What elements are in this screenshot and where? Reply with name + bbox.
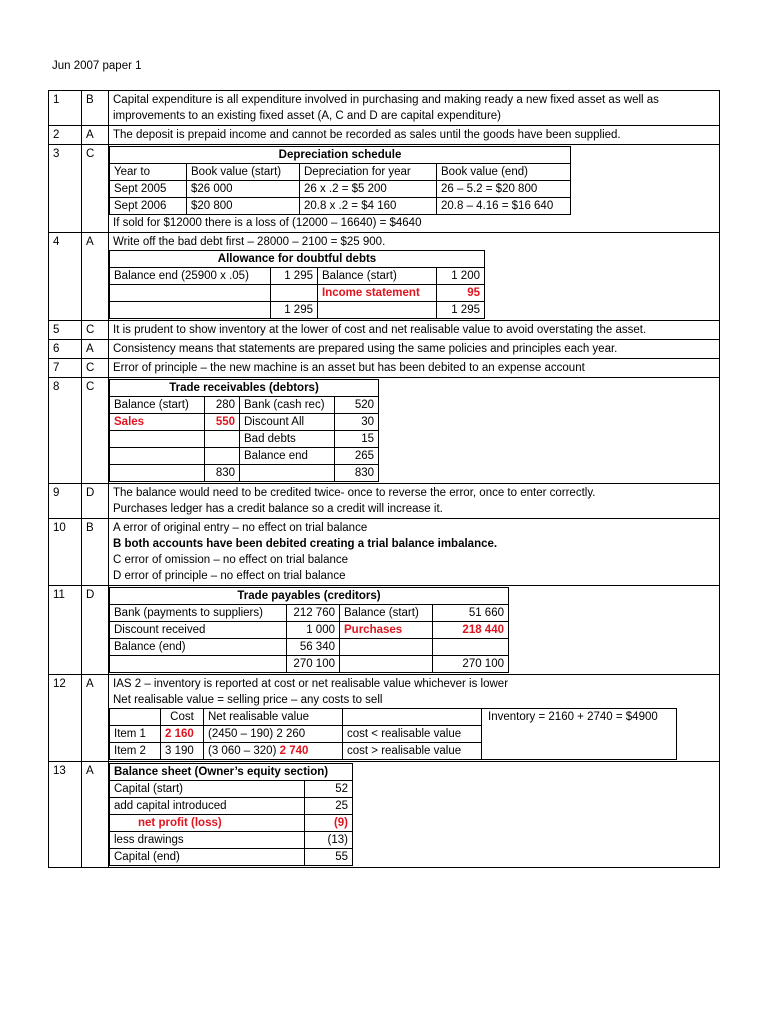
table-title: Trade payables (creditors) <box>110 588 509 605</box>
table-cell <box>204 743 343 760</box>
inventory-total: Inventory = 2160 + 2740 = $4900 <box>482 709 677 760</box>
table-cell: 218 440 <box>433 622 509 639</box>
table-title: Balance sheet (Owner’s equity section) <box>110 764 353 781</box>
explanation-line: Net realisable value = selling price – any costs to sell <box>113 694 383 706</box>
explanation: Write off the bad debt first – 28000 – 2100 = $25 900. <box>113 236 386 248</box>
table-cell: 212 760 <box>287 605 340 622</box>
question-number: 3 <box>49 145 82 233</box>
table-cell: cost > realisable value <box>343 743 482 760</box>
table-cell: Balance (end) <box>110 639 287 656</box>
question-number: 6 <box>49 340 82 359</box>
table-cell: Item 1 <box>110 726 161 743</box>
table-row <box>110 656 509 673</box>
trade-receivables-account <box>109 379 379 482</box>
table-row <box>110 849 353 866</box>
table-cell: (9) <box>305 815 353 832</box>
table-cell: 830 <box>205 465 240 482</box>
table-row <box>110 622 509 639</box>
table-row <box>110 605 509 622</box>
answer-letter: A <box>82 126 109 145</box>
table-header-row <box>110 164 571 181</box>
table-cell: Bad debts <box>240 431 335 448</box>
table-row <box>110 431 379 448</box>
table-cell: Item 2 <box>110 743 161 760</box>
question-number: 1 <box>49 91 82 126</box>
question-row-11 <box>49 586 720 675</box>
table-row <box>110 181 571 198</box>
table-cell: 520 <box>335 397 379 414</box>
table-cell: (13) <box>305 832 353 849</box>
question-row-5 <box>49 321 720 340</box>
option-line: A error of original entry – no effect on trial balance <box>113 522 368 534</box>
table-cell <box>271 285 318 302</box>
table-cell: Sales <box>110 414 205 431</box>
inventory-valuation-table <box>109 708 677 760</box>
question-row-4 <box>49 233 720 321</box>
table-cell: 26 x .2 = $5 200 <box>300 181 437 198</box>
question-number: 4 <box>49 233 82 321</box>
table-row <box>110 832 353 849</box>
table-cell: Discount All <box>240 414 335 431</box>
table-cell: less drawings <box>110 832 305 849</box>
table-row <box>110 414 379 431</box>
column-header <box>343 709 482 726</box>
question-row-6 <box>49 340 720 359</box>
table-cell <box>240 465 335 482</box>
column-header: Book value (end) <box>437 164 571 181</box>
table-cell: 52 <box>305 781 353 798</box>
allowance-doubtful-debts-account <box>109 250 485 319</box>
table-cell <box>340 656 433 673</box>
table-cell: 26 – 5.2 = $20 800 <box>437 181 571 198</box>
table-header-row <box>110 709 677 726</box>
table-cell: cost < realisable value <box>343 726 482 743</box>
column-header <box>110 709 161 726</box>
page-title: Jun 2007 paper 1 <box>52 60 142 72</box>
table-row <box>110 798 353 815</box>
table-cell: 270 100 <box>287 656 340 673</box>
answer-letter: C <box>82 359 109 378</box>
question-number: 7 <box>49 359 82 378</box>
table-row <box>110 448 379 465</box>
column-header: Net realisable value <box>204 709 343 726</box>
explanation: Consistency means that statements are prepared using the same policies and principles each year. <box>109 340 720 359</box>
table-cell: Balance end <box>240 448 335 465</box>
table-cell: 15 <box>335 431 379 448</box>
question-number: 9 <box>49 484 82 519</box>
answer-letter: A <box>82 675 109 762</box>
table-cell: 56 340 <box>287 639 340 656</box>
table-cell: add capital introduced <box>110 798 305 815</box>
table-cell: 1 000 <box>287 622 340 639</box>
question-number: 13 <box>49 762 82 868</box>
table-cell <box>340 639 433 656</box>
explanation: It is prudent to show inventory at the lower of cost and net realisable value to avoid overstating the asset. <box>109 321 720 340</box>
table-cell: 1 295 <box>271 302 318 319</box>
question-row-8 <box>49 378 720 484</box>
table-row <box>110 781 353 798</box>
table-cell: 30 <box>335 414 379 431</box>
option-line-correct: B both accounts have been debited creating a trial balance imbalance. <box>113 538 498 550</box>
question-number: 8 <box>49 378 82 484</box>
table-cell: (2450 – 190) 2 260 <box>204 726 343 743</box>
answer-letter: C <box>82 145 109 233</box>
answers-table <box>48 90 720 868</box>
answer-letter: A <box>82 762 109 868</box>
question-number: 5 <box>49 321 82 340</box>
table-cell: 55 <box>305 849 353 866</box>
explanation: The deposit is prepaid income and cannot be recorded as sales until the goods have been supplied. <box>109 126 720 145</box>
table-title: Allowance for doubtful debts <box>110 251 485 268</box>
explanation: Capital expenditure is all expenditure involved in purchasing and making ready a new fixed asset as well as improvements to an existing fixed asset (A, C and D are capital expenditure) <box>109 91 720 126</box>
table-cell: Discount received <box>110 622 287 639</box>
table-cell: 280 <box>205 397 240 414</box>
table-cell: Balance (start) <box>340 605 433 622</box>
question-row-1 <box>49 91 720 126</box>
table-cell: 270 100 <box>433 656 509 673</box>
explanation: Error of principle – the new machine is an asset but has been debited to an expense account <box>109 359 720 378</box>
table-title: Depreciation schedule <box>110 147 571 164</box>
column-header: Cost <box>161 709 204 726</box>
table-cell: 1 200 <box>437 268 485 285</box>
explanation-line: Purchases ledger has a credit balance so a credit will increase it. <box>113 503 443 515</box>
table-cell: 3 190 <box>161 743 204 760</box>
table-cell: Bank (cash rec) <box>240 397 335 414</box>
question-row-7 <box>49 359 720 378</box>
table-row <box>110 198 571 215</box>
table-cell: Balance (start) <box>110 397 205 414</box>
table-cell: 1 295 <box>271 268 318 285</box>
nrv-value: 2 740 <box>279 745 309 757</box>
question-number: 11 <box>49 586 82 675</box>
loss-note: If sold for $12000 there is a loss of (12000 – 16640) = $4640 <box>113 217 422 229</box>
table-row <box>110 465 379 482</box>
table-row <box>110 397 379 414</box>
table-cell: Balance end (25900 x .05) <box>110 268 271 285</box>
table-cell: 1 295 <box>437 302 485 319</box>
table-cell <box>110 285 271 302</box>
table-row <box>110 815 353 832</box>
table-cell: 830 <box>335 465 379 482</box>
option-line: C error of omission – no effect on trial balance <box>113 554 349 566</box>
table-cell: Sept 2005 <box>110 181 187 198</box>
question-number: 2 <box>49 126 82 145</box>
answer-letter: D <box>82 586 109 675</box>
table-cell <box>110 448 205 465</box>
table-cell: $26 000 <box>187 181 300 198</box>
question-number: 12 <box>49 675 82 762</box>
table-cell <box>110 302 271 319</box>
table-cell <box>318 302 437 319</box>
owners-equity-table <box>109 763 353 866</box>
answer-letter: C <box>82 378 109 484</box>
answer-letter: B <box>82 519 109 586</box>
option-line: D error of principle – no effect on trial balance <box>113 570 346 582</box>
table-cell: Sept 2006 <box>110 198 187 215</box>
table-cell <box>433 639 509 656</box>
table-cell: Balance (start) <box>318 268 437 285</box>
question-row-12 <box>49 675 720 762</box>
table-row <box>110 302 485 319</box>
answer-letter: D <box>82 484 109 519</box>
question-row-10 <box>49 519 720 586</box>
column-header: Year to <box>110 164 187 181</box>
trade-payables-account <box>109 587 509 673</box>
table-cell <box>205 448 240 465</box>
answer-letter: A <box>82 340 109 359</box>
table-cell: Bank (payments to suppliers) <box>110 605 287 622</box>
table-cell: 20.8 – 4.16 = $16 640 <box>437 198 571 215</box>
table-cell: 95 <box>437 285 485 302</box>
table-cell: Capital (end) <box>110 849 305 866</box>
question-row-13 <box>49 762 720 868</box>
answer-letter: A <box>82 233 109 321</box>
table-cell: 20.8 x .2 = $4 160 <box>300 198 437 215</box>
table-cell: net profit (loss) <box>110 815 305 832</box>
table-cell: Purchases <box>340 622 433 639</box>
depreciation-schedule <box>109 146 571 215</box>
table-cell: 550 <box>205 414 240 431</box>
table-cell: $20 800 <box>187 198 300 215</box>
nrv-calculation: (3 060 – 320) <box>208 745 280 757</box>
table-cell <box>110 431 205 448</box>
question-row-3 <box>49 145 720 233</box>
table-cell <box>205 431 240 448</box>
column-header: Book value (start) <box>187 164 300 181</box>
column-header: Depreciation for year <box>300 164 437 181</box>
answer-letter: C <box>82 321 109 340</box>
explanation-line: IAS 2 – inventory is reported at cost or net realisable value whichever is lower <box>113 678 509 690</box>
table-cell: 265 <box>335 448 379 465</box>
table-cell: Capital (start) <box>110 781 305 798</box>
table-row <box>110 268 485 285</box>
table-cell: Income statement <box>318 285 437 302</box>
table-cell: 25 <box>305 798 353 815</box>
table-title: Trade receivables (debtors) <box>110 380 379 397</box>
table-cell <box>110 465 205 482</box>
question-row-2 <box>49 126 720 145</box>
table-row <box>110 639 509 656</box>
table-cell <box>110 656 287 673</box>
table-cell: 2 160 <box>161 726 204 743</box>
question-row-9 <box>49 484 720 519</box>
explanation-line: The balance would need to be credited twice- once to reverse the error, once to enter correctly. <box>113 487 596 499</box>
question-number: 10 <box>49 519 82 586</box>
answer-letter: B <box>82 91 109 126</box>
table-cell: 51 660 <box>433 605 509 622</box>
table-row <box>110 285 485 302</box>
